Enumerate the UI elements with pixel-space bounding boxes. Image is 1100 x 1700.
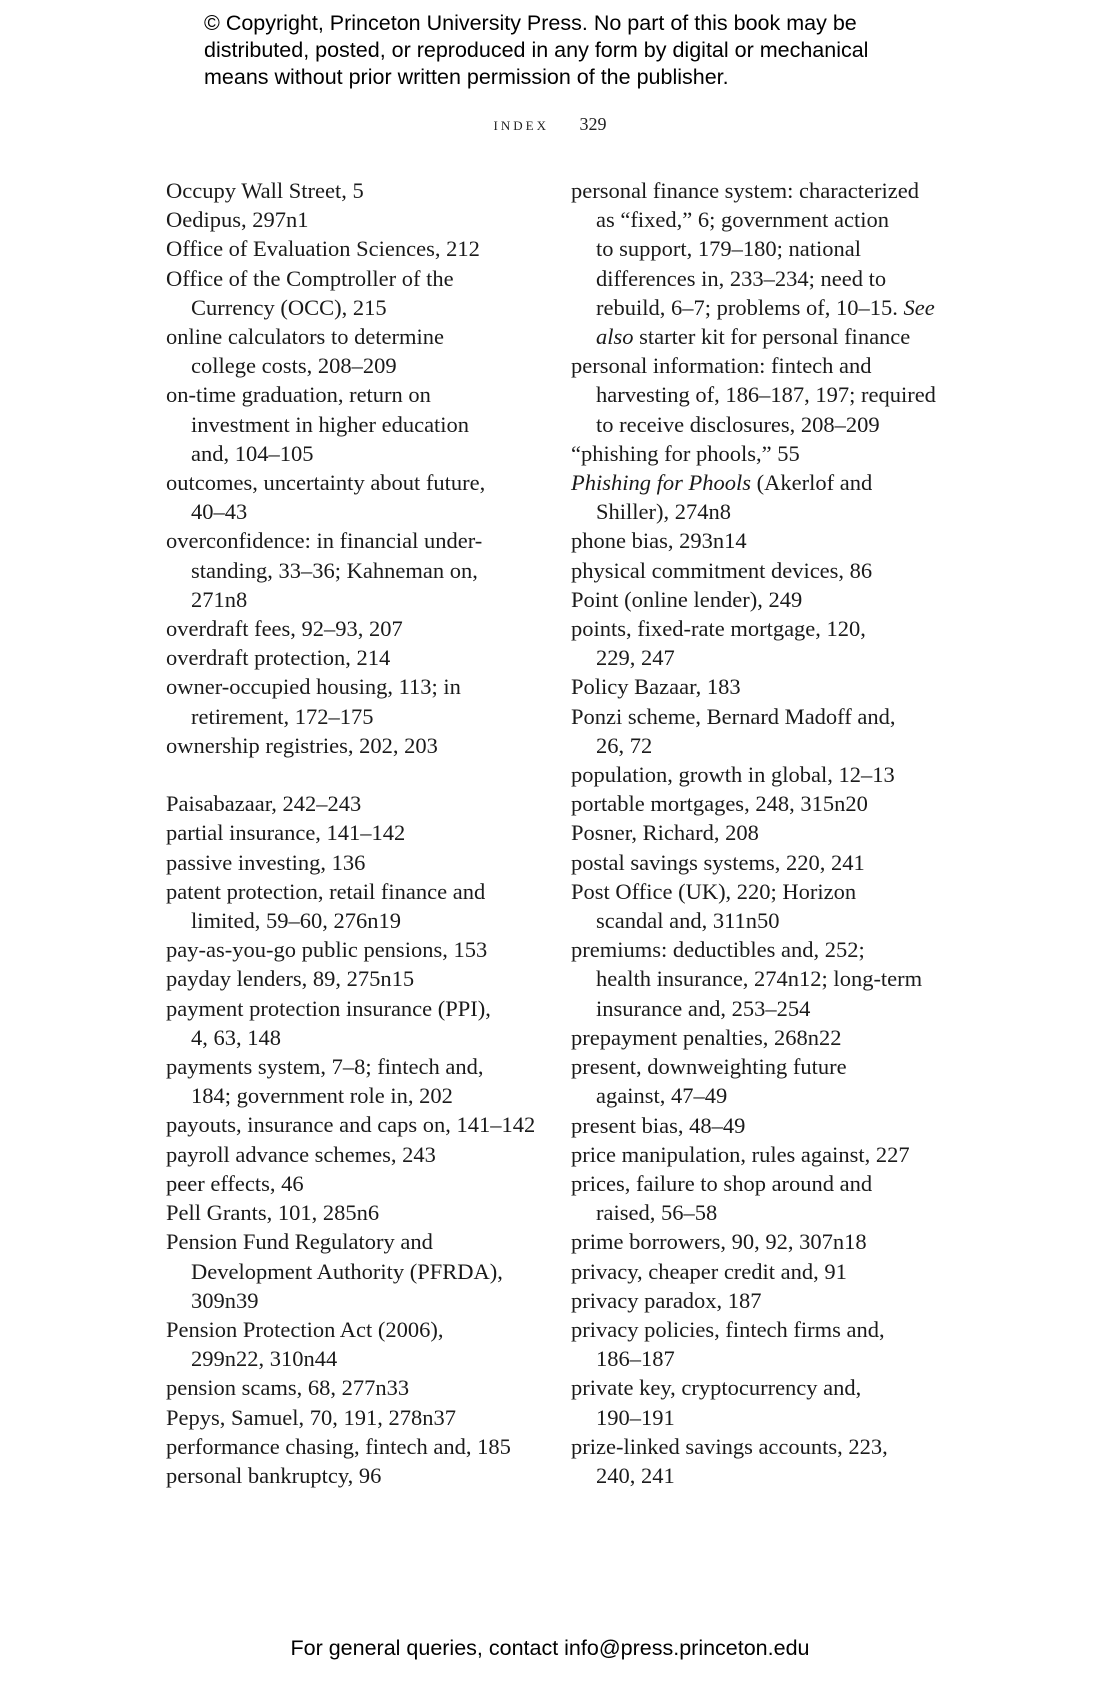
index-entry	[571, 526, 946, 555]
index-entry	[571, 1052, 946, 1110]
index-entry-line: as “fixed,” 6; government action	[596, 207, 890, 233]
index-entry	[166, 731, 536, 760]
index-entry	[166, 1461, 536, 1490]
index-entry-line: Currency (OCC), 215	[191, 294, 387, 320]
index-entry-line: and, 104–105	[191, 440, 314, 466]
index-entry-line: personal finance system: characterized	[571, 178, 919, 203]
index-entry	[166, 234, 536, 263]
index-entry	[166, 1315, 536, 1373]
index-entry-line: overdraft fees, 92–93, 207	[166, 616, 403, 642]
index-entry	[571, 439, 946, 468]
index-entry-line: payment protection insurance (PPI),	[166, 995, 491, 1021]
index-entry	[571, 585, 946, 614]
index-entry-line: performance chasing, fintech and, 185	[166, 1433, 511, 1459]
index-entry-line	[571, 322, 946, 351]
index-entry-line: Occupy Wall Street, 5	[166, 178, 364, 203]
index-entry-line: limited, 59–60, 276n19	[191, 908, 401, 934]
index-entry-line: 4, 63, 148	[191, 1024, 281, 1050]
index-entry	[166, 264, 536, 322]
copyright-line: means without prior written permission of the publisher.	[204, 65, 729, 89]
index-entry-line: on-time graduation, return on	[166, 382, 431, 408]
index-entry	[166, 643, 536, 672]
index-entry	[571, 1023, 946, 1052]
index-entry-line	[571, 468, 946, 497]
index-entry	[571, 351, 946, 439]
index-entry-line: standing, 33–36; Kahneman on,	[191, 557, 478, 583]
index-entry-line: payouts, insurance and caps on, 141–142	[166, 1112, 536, 1138]
index-entry-line: Policy Bazaar, 183	[571, 674, 741, 700]
index-entry-line: present bias, 48–49	[571, 1112, 746, 1138]
index-entry	[166, 1110, 536, 1139]
index-entry	[571, 1315, 946, 1373]
index-entry-text: (Akerlof and	[756, 470, 873, 496]
index-entry-line: harvesting of, 186–187, 197; required	[596, 382, 936, 408]
index-entry	[166, 964, 536, 993]
index-entry-line: raised, 56–58	[596, 1200, 718, 1226]
index-entry-line: Post Office (UK), 220; Horizon	[571, 878, 857, 904]
index-entry-line: “phishing for phools,” 55	[571, 440, 800, 466]
index-entry	[571, 1286, 946, 1315]
index-entry-line: privacy paradox, 187	[571, 1287, 762, 1313]
index-entry-line: insurance and, 253–254	[596, 995, 811, 1021]
index-entry-line: Office of the Comptroller of the	[166, 265, 454, 291]
index-entry-line: premiums: deductibles and, 252;	[571, 937, 865, 963]
book-title: Phishing for Phools	[571, 470, 752, 496]
index-entry	[571, 556, 946, 585]
index-entry	[571, 877, 946, 935]
copyright-notice	[204, 10, 924, 91]
index-entry-line: owner-occupied housing, 113; in	[166, 674, 461, 700]
index-entry-line: partial insurance, 141–142	[166, 820, 406, 846]
index-entry	[166, 1198, 536, 1227]
index-entry	[571, 176, 946, 351]
index-entry	[571, 818, 946, 847]
index-entry-line: portable mortgages, 248, 315n20	[571, 791, 868, 817]
index-entry-line: 26, 72	[596, 732, 653, 758]
index-entry	[166, 526, 536, 614]
index-entry	[571, 760, 946, 789]
index-column-left	[166, 176, 536, 1490]
index-entry-line: passive investing, 136	[166, 849, 366, 875]
index-entry-line: 190–191	[596, 1404, 675, 1430]
index-entry	[166, 1140, 536, 1169]
index-column-right	[571, 176, 946, 1490]
index-entry-line: Office of Evaluation Sciences, 212	[166, 236, 480, 262]
index-entry	[166, 1373, 536, 1402]
index-entry	[166, 380, 536, 468]
index-entry-line: overdraft protection, 214	[166, 645, 391, 671]
index-entry-line: pension scams, 68, 277n33	[166, 1375, 410, 1401]
index-entry-line: physical commitment devices, 86	[571, 557, 873, 583]
index-entry-line: 184; government role in, 202	[191, 1083, 453, 1109]
index-entry-line: personal bankruptcy, 96	[166, 1462, 382, 1488]
index-entry-line: prime borrowers, 90, 92, 307n18	[571, 1229, 867, 1255]
index-entry-line: college costs, 208–209	[191, 353, 397, 379]
index-entry-line: Pell Grants, 101, 285n6	[166, 1200, 380, 1226]
index-entry-line: 271n8	[191, 586, 248, 612]
index-entry-line: prices, failure to shop around and	[571, 1170, 873, 1196]
index-entry-line: points, fixed-rate mortgage, 120,	[571, 616, 866, 642]
index-entry	[571, 848, 946, 877]
index-entry-line: privacy policies, fintech firms and,	[571, 1316, 885, 1342]
index-entry	[571, 1169, 946, 1227]
index-entry	[166, 1403, 536, 1432]
index-entry-line: payments system, 7–8; fintech and,	[166, 1054, 484, 1080]
index-entry-line: differences in, 233–234; need to	[596, 265, 887, 291]
index-entry	[571, 1140, 946, 1169]
index-entry	[571, 1111, 946, 1140]
index-entry-line: Oedipus, 297n1	[166, 207, 309, 233]
index-entry-line: Shiller), 274n8	[596, 499, 731, 525]
index-entry-line: 299n22, 310n44	[191, 1346, 338, 1372]
index-entry-text: rebuild, 6–7; problems of, 10–15.	[596, 294, 898, 320]
index-entry	[166, 1432, 536, 1461]
index-entry-line: to receive disclosures, 208–209	[596, 411, 880, 437]
index-entry-line: outcomes, uncertainty about future,	[166, 470, 486, 496]
index-entry-line: Pension Protection Act (2006),	[166, 1316, 444, 1342]
index-entry	[571, 1373, 946, 1431]
index-entry	[571, 672, 946, 701]
index-entry	[571, 1257, 946, 1286]
index-entry-line: Paisabazaar, 242–243	[166, 791, 362, 817]
index-entry-line: to support, 179–180; national	[596, 236, 861, 262]
cross-reference: starter kit for personal finance	[639, 324, 911, 350]
index-entry-line: present, downweighting future	[571, 1054, 847, 1080]
index-entry	[571, 468, 946, 526]
index-entry-line: health insurance, 274n12; long-term	[596, 966, 923, 992]
index-entry-line: personal information: fintech and	[571, 353, 872, 379]
index-entry-line: overconfidence: in financial under-	[166, 528, 483, 554]
see-also-label: also	[596, 324, 634, 350]
index-entry	[571, 1227, 946, 1256]
index-entry-line	[571, 293, 946, 322]
see-also-label: See	[903, 294, 935, 320]
index-entry-line: Point (online lender), 249	[571, 586, 803, 612]
index-entry-line: price manipulation, rules against, 227	[571, 1141, 910, 1167]
index-entry	[166, 205, 536, 234]
index-entry-line: Development Authority (PFRDA),	[191, 1258, 503, 1284]
index-entry-line: prepayment penalties, 268n22	[571, 1024, 842, 1050]
index-entry-line: private key, cryptocurrency and,	[571, 1375, 862, 1401]
index-entry-line: peer effects, 46	[166, 1170, 304, 1196]
index-entry	[166, 877, 536, 935]
index-entry-line: Posner, Richard, 208	[571, 820, 759, 846]
copyright-line: © Copyright, Princeton University Press. No part of this book may be	[204, 11, 857, 35]
index-entry-line: Pension Fund Regulatory and	[166, 1229, 433, 1255]
index-entry	[166, 935, 536, 964]
page-number: 329	[579, 114, 607, 134]
index-entry-line: ownership registries, 202, 203	[166, 732, 438, 758]
index-entry-line: 229, 247	[596, 645, 675, 671]
index-entry	[166, 1227, 536, 1315]
index-entry	[166, 468, 536, 526]
index-entry	[166, 1052, 536, 1110]
index-entry-line: investment in higher education	[191, 411, 470, 437]
index-entry	[571, 935, 946, 1023]
index-entry	[166, 818, 536, 847]
letter-group-gap	[166, 760, 536, 789]
index-entry	[571, 789, 946, 818]
index-entry-line: Ponzi scheme, Bernard Madoff and,	[571, 703, 896, 729]
index-entry	[166, 672, 536, 730]
index-entry-line: patent protection, retail finance and	[166, 878, 486, 904]
index-entry-line: against, 47–49	[596, 1083, 728, 1109]
copyright-line: distributed, posted, or reproduced in any form by digital or mechanical	[204, 38, 869, 62]
index-entry	[166, 994, 536, 1052]
index-entry	[166, 614, 536, 643]
running-head	[0, 114, 1100, 135]
footer-contact: For general queries, contact info@press.princeton.edu	[290, 1636, 810, 1660]
index-entry-line: 240, 241	[596, 1462, 675, 1488]
index-entry-line: payday lenders, 89, 275n15	[166, 966, 415, 992]
index-entry	[166, 322, 536, 380]
index-entry-line: phone bias, 293n14	[571, 528, 747, 554]
index-entry	[571, 1432, 946, 1490]
index-entry-line: Pepys, Samuel, 70, 191, 278n37	[166, 1404, 456, 1430]
index-entry	[571, 614, 946, 672]
index-entry-line: 40–43	[191, 499, 248, 525]
running-head-label: index	[493, 114, 549, 134]
index-entry-line: 309n39	[191, 1287, 259, 1313]
index-entry-line: prize-linked savings accounts, 223,	[571, 1433, 888, 1459]
index-entry	[166, 1169, 536, 1198]
index-entry-line: online calculators to determine	[166, 324, 445, 350]
index-entry	[166, 789, 536, 818]
index-entry-line: postal savings systems, 220, 241	[571, 849, 865, 875]
index-entry-line: privacy, cheaper credit and, 91	[571, 1258, 847, 1284]
index-entry-line: pay-as-you-go public pensions, 153	[166, 937, 488, 963]
index-entry-line: population, growth in global, 12–13	[571, 762, 895, 788]
index-entry-line: retirement, 172–175	[191, 703, 374, 729]
index-entry	[166, 176, 536, 205]
index-entry	[166, 848, 536, 877]
index-entry-line: 186–187	[596, 1346, 675, 1372]
index-entry	[571, 702, 946, 760]
index-entry-line: scandal and, 311n50	[596, 908, 780, 934]
index-entry-line: payroll advance schemes, 243	[166, 1141, 436, 1167]
